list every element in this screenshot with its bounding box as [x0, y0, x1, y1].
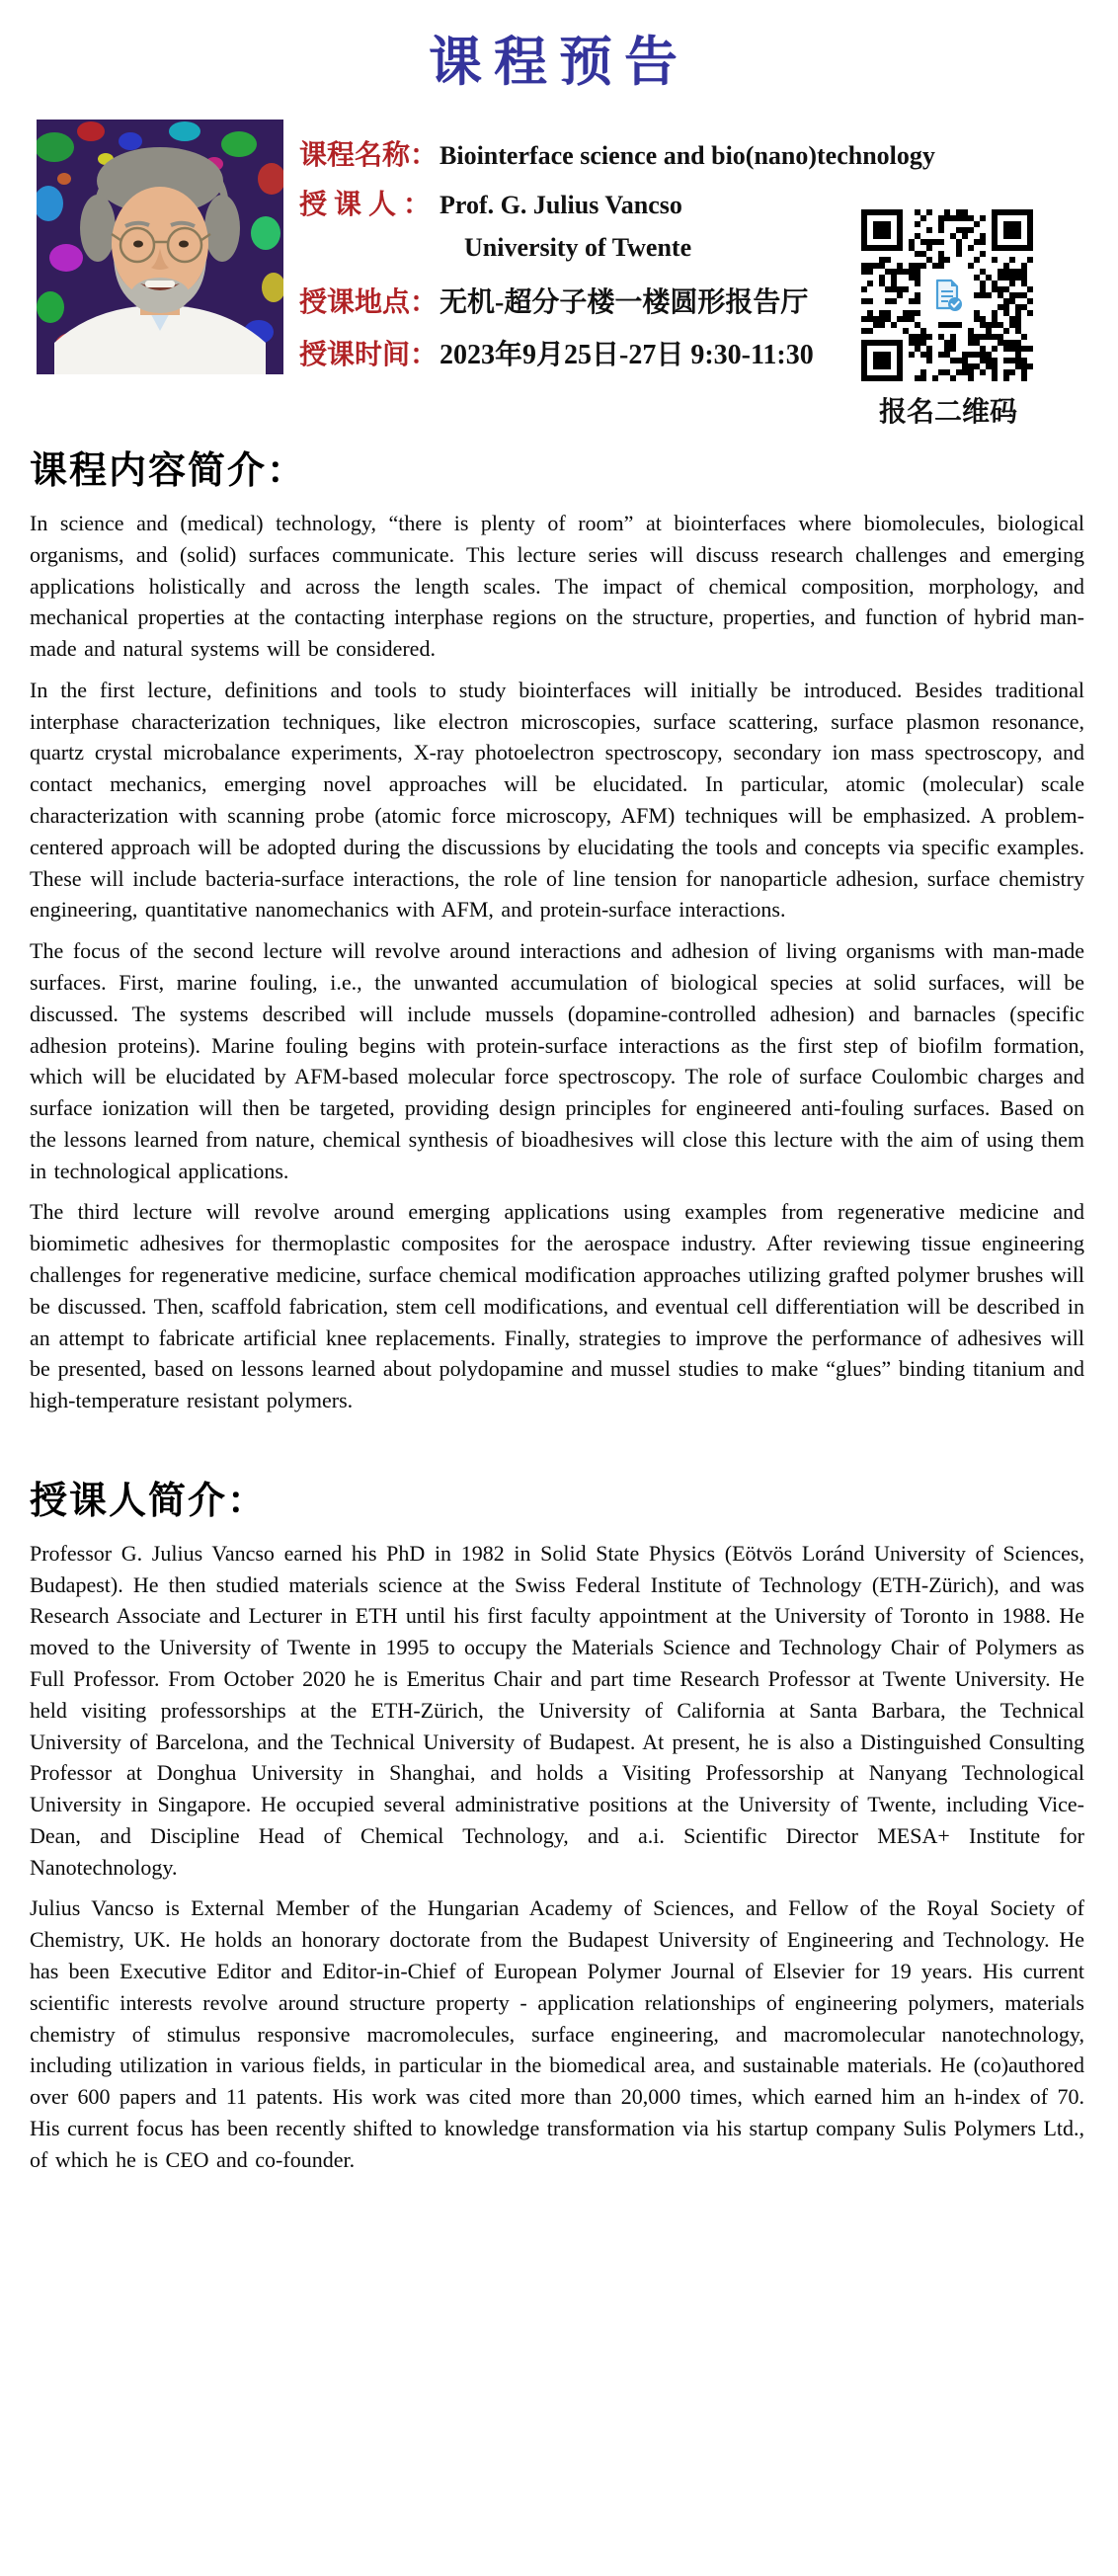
field-label-location: 授课地点：: [299, 287, 439, 318]
field-lecturer: [299, 183, 682, 222]
lecturer-intro-paragraph-2: Julius Vancso is External Member of the Hungarian Academy of Sciences, and Fellow of the Royal Society of Chemistry, UK. He holds an honorary doctorate from the Budapest University of Engineering and Technology. He has been Executive Editor and Editor-in-Chief of European Polymer Journal of Elsevier for 19 years. His current scientific interests revolve around structure property - application relationships of engineering polymers, materials chemistry of stimulus responsive macromolecules, surface engineering, and macromolecular nanotechnology, including utilization in various fields, in particular in the biomedical area, and sustainable materials. He (co)authored over 600 papers and 11 patents. His work was cited more than 20,000 times, which earned him an h-index of 70. His current focus has been recently shifted to knowledge transformation via his startup company Sulis Polymers Ltd., of which he is CEO and co-founder.: [30, 1895, 1084, 2172]
registration-qr-code: [861, 209, 1033, 381]
section-heading-lecturer-intro: 授课人简介：: [30, 1480, 268, 1522]
course-info: [299, 120, 935, 376]
field-value-lecturer: Prof. G. Julius Vancso: [439, 191, 682, 219]
course-intro-paragraph-1: In science and (medical) technology, “there is plenty of room” at biointerfaces where biomolecules, biological organisms, and (solid) surfaces communicate. This lecture series will discuss research challenges and emerging applications holistically and across the length scales. The impact of chemical composition, morphology, and mechanical properties at the contacting interphase regions on the structure, properties, and function of hybrid man-made and natural systems will be considered.: [30, 511, 1084, 662]
lecturer-intro-paragraph-1: Professor G. Julius Vancso earned his PhD in 1982 in Solid State Physics (Eötvös Loránd University of Sciences, Budapest). He then studied materials science at the Swiss Federal Institute of Technology (ETH-Zürich), and was Research Associate and Lecturer in ETH until his first faculty appointment at the University of Toronto in 1988. He moved to the University of Twente in 1995 to occupy the Materials Science and Technology Chair of Polymers as Full Professor. From October 2020 he is Emeritus Chair and part time Research Professor at Twente University. He held visiting professorships at the ETH-Zürich, the University of California at Santa Barbara, the Technical University of Barcelona, and the Technical University of Budapest. At present, he is also a Distinguished Consulting Professor at Donghua University in Shanghai, and holds a Visiting Professorship at Nanyang Technological University in Singapore. He occupied several administrative positions at the University of Twente, including Vice-Dean, and Discipline Head of Chemical Technology, and a.i. Scientific Director MESA+ Institute for Nanotechnology.: [30, 1540, 1084, 1880]
field-location: [299, 281, 808, 320]
field-affiliation: [464, 233, 691, 263]
field-course-name: [299, 133, 935, 173]
field-time: [299, 333, 814, 372]
field-value-time: 2023年9月25日-27日 9:30-11:30: [439, 340, 814, 370]
field-value-course-name: Biointerface science and bio(nano)technology: [439, 141, 935, 170]
field-label-course-name: 课程名称：: [299, 140, 439, 171]
course-intro-paragraph-4: The third lecture will revolve around emerging applications using examples from regenerative medicine and biomimetic adhesives for thermoplastic composites for the aerospace industry. After reviewing tissue engineering challenges for regenerative medicine, surface chemical modification approaches utilizing grafted polymer brushes will be discussed. Then, scaffold fabrication, stem cell modifications, and eventual cell differentiation will be described in an attempt to fabricate artificial knee replacements. Finally, strategies to improve the performance of adhesives will be presented, based on lessons learned about polydopamine and mussel studies to make “glues” binding titanium and high-temperature resistant polymers.: [30, 1199, 1084, 1413]
field-label-time: 授课时间：: [299, 340, 439, 370]
course-intro-paragraph-3: The focus of the second lecture will revolve around interactions and adhesion of living organisms with man-made surfaces. First, marine fouling, i.e., the unwanted accumulation of biological species at solid surfaces, will be discussed. The systems described will include mussels (dopamine-controlled adhesion) and barnacles (specific adhesion proteins). Marine fouling begins with protein-surface interactions as the first step of biofilm formation, which will be elucidated by AFM-based molecular force spectroscopy. The role of surface Coulombic charges and surface ionization will then be targeted, providing design principles for engineered anti-fouling surfaces. Based on the lessons learned from nature, chemical synthesis of bioadhesives will close this lecture with the aim of using them in technological applications.: [30, 938, 1084, 1183]
field-value-affiliation: University of Twente: [464, 233, 692, 262]
lecturer-photo: [37, 120, 283, 374]
field-label-lecturer: 授 课 人 ：: [299, 190, 432, 220]
section-heading-course-intro: 课程内容简介：: [30, 450, 307, 492]
field-value-location: 无机-超分子楼一楼圆形报告厅: [439, 287, 809, 318]
qr-caption: 报名二维码: [878, 397, 1017, 428]
course-intro-paragraph-2: In the first lecture, definitions and tools to study biointerfaces will initially be introduced. Besides traditional interphase characterization techniques, like electron microscopies, surface scattering, surface plasmon resonance, quartz crystal microbalance experiments, X-ray photoelectron spectroscopy, secondary ion mass spectroscopy, and contact mechanics, emerging novel approaches will be elucidated. In particular, atomic (molecular) scale characterization with scanning probe (atomic force microscopy, AFM) techniques will be emphasized. A problem-centered approach will be adopted during the discussions by elucidating the tools and concepts via specific examples. These will include bacteria-surface interactions, the role of line tension for nanoparticle adhesion, surface chemistry engineering, quantitative nanomechanics with AFM, and protein-surface interactions.: [30, 677, 1084, 923]
page-title: 课程预告: [429, 33, 689, 92]
registration-doc-icon: [921, 270, 973, 321]
